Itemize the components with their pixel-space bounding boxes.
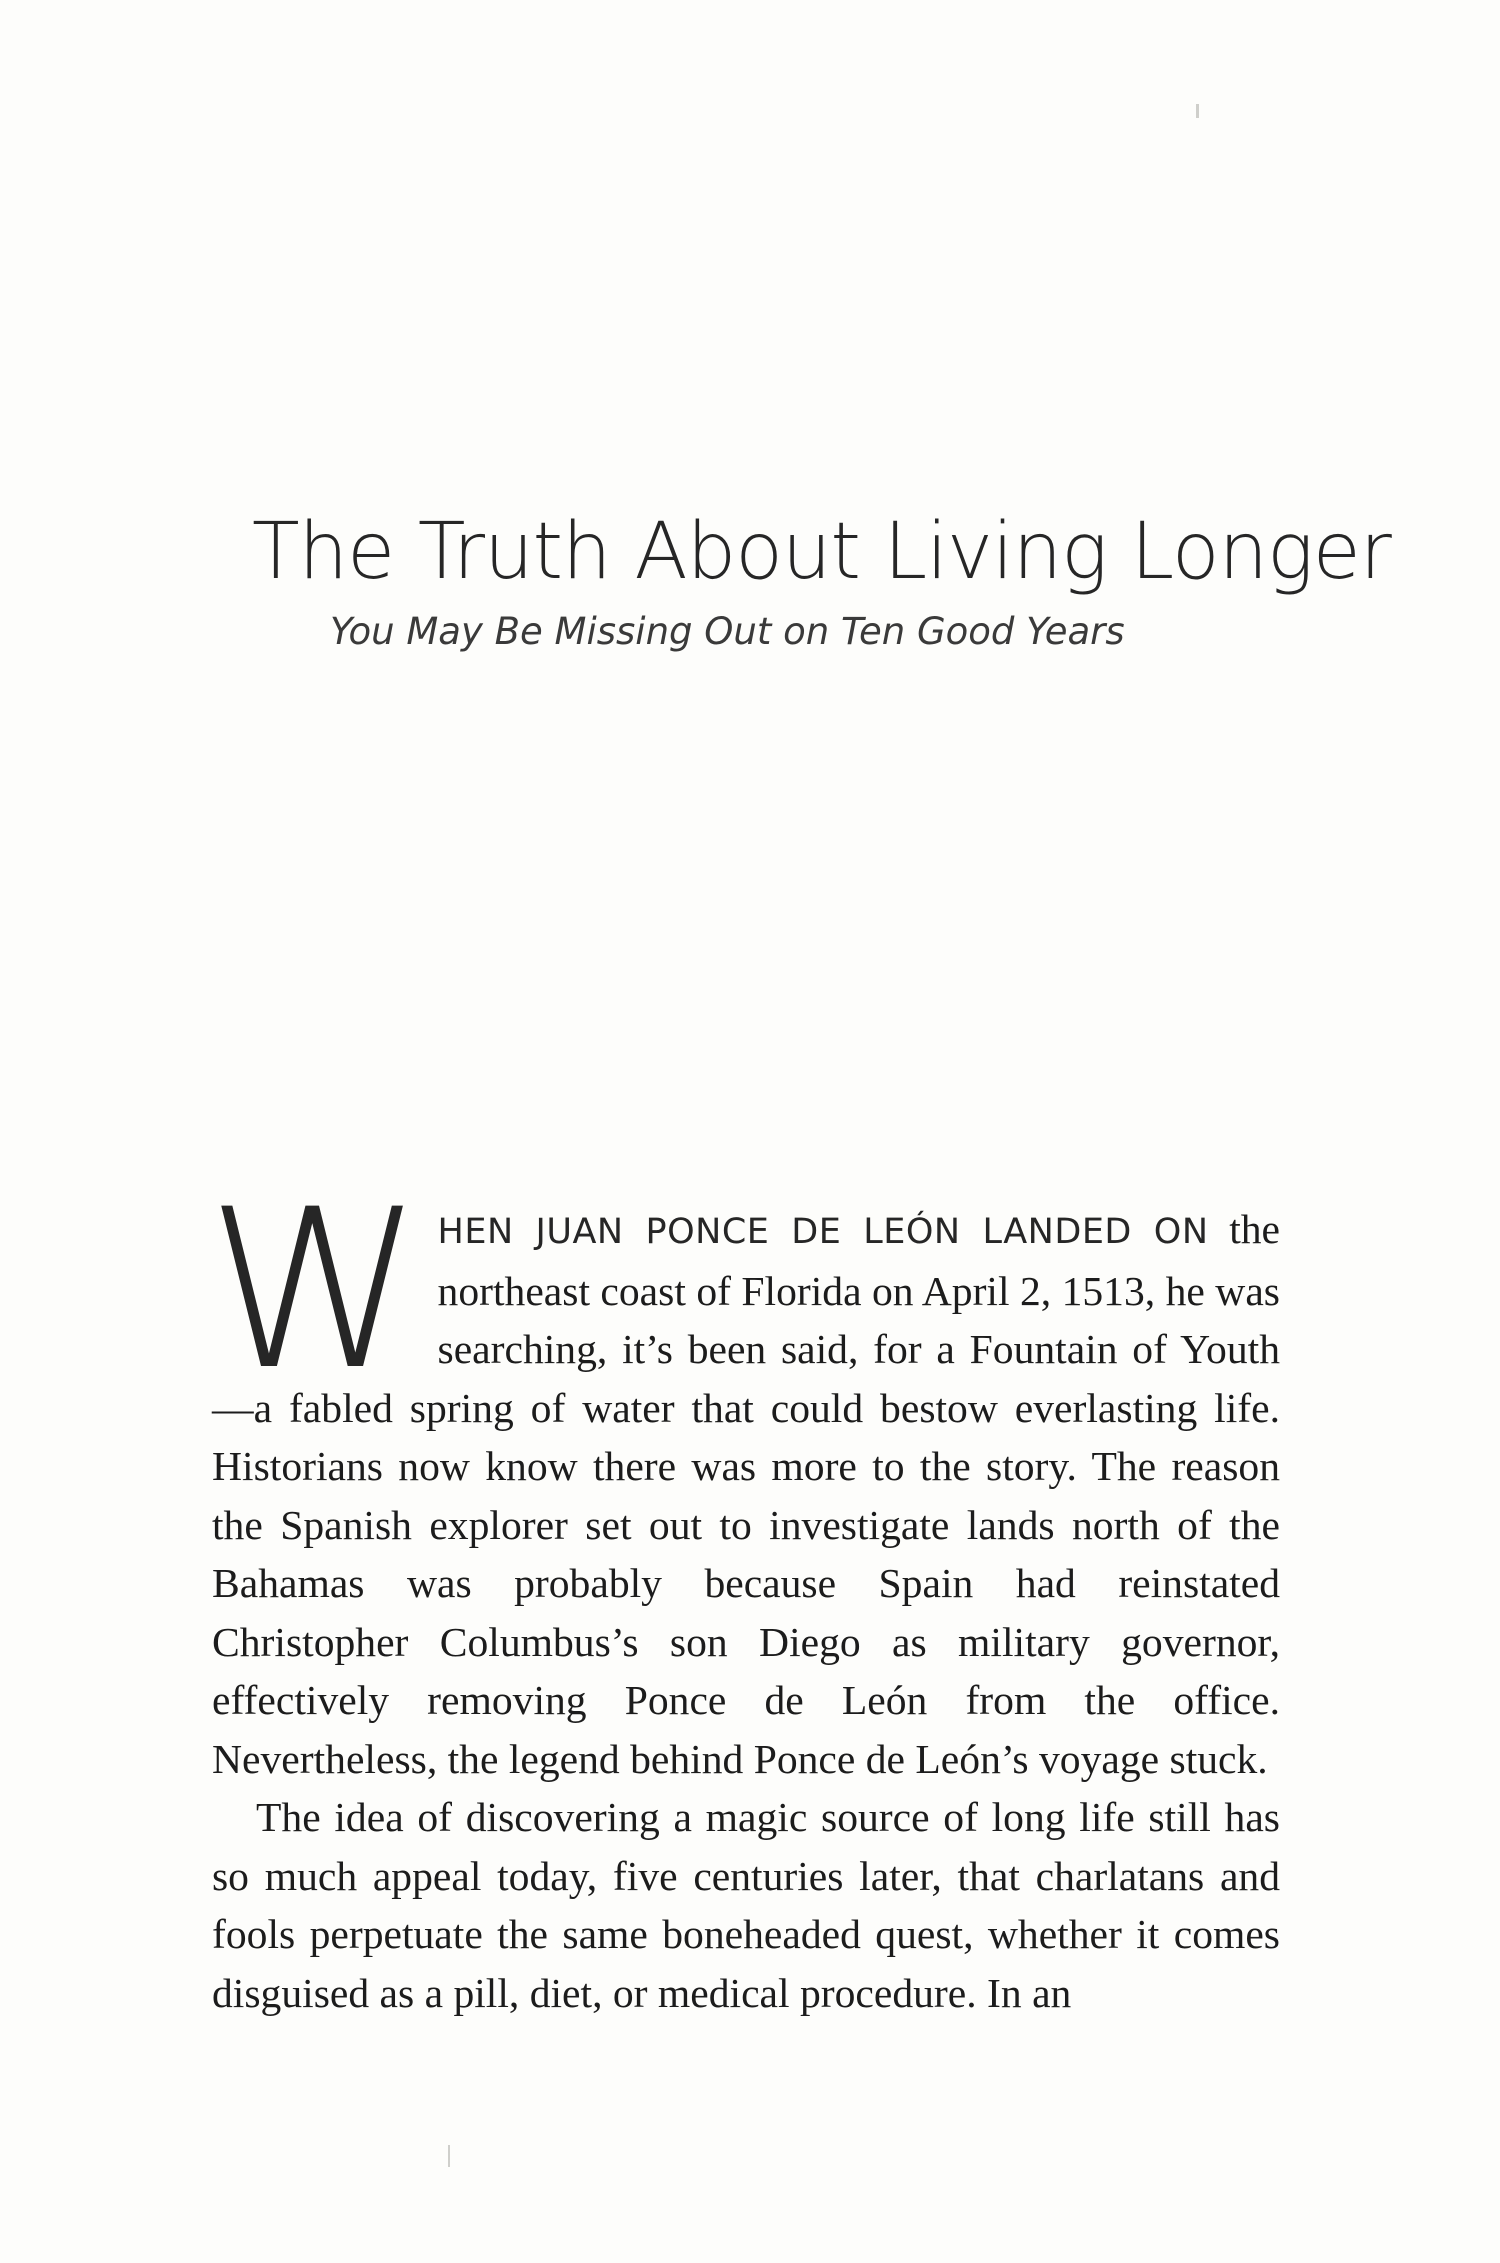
chapter-body	[206, 1162, 1281, 2022]
lead-in-small-caps: HEN JUAN PONCE DE LEÓN LANDED ON	[437, 1212, 1209, 1252]
paragraph-2: The idea of discovering a magic source of long life still has so much appeal today, five centuries later, that charlatans and fools perpetuate the same boneheaded quest, whether it comes disguised as a pill, diet, or medical procedure. In an	[212, 1794, 1280, 2016]
paragraph-1	[206, 1162, 1281, 1788]
chapter-subtitle: You May Be Missing Out on Ten Good Years	[330, 609, 1125, 653]
paragraph-1-text: the northeast coast of Florida on April 2, 1513, he was searching, it’s been said, for a Fountain of Youth—a fabled spring of water that could bestow everlasting life. Historians now know there was more to the story. The reason the Spanish explorer set out to investigate lands north of the Bahamas was probably because Spain had reinstated Christopher Columbus’s son Diego as military governor, effectively removing Ponce de León from the office. Nevertheless, the legend behind Ponce de León’s voyage stuck.	[212, 1206, 1281, 1782]
drop-cap: W	[206, 1162, 424, 1418]
scan-artifact-mark	[448, 2145, 450, 2167]
chapter-heading	[0, 507, 1500, 653]
scan-artifact-mark	[1196, 104, 1199, 118]
chapter-title: The Truth About Living Longer	[252, 507, 1391, 597]
